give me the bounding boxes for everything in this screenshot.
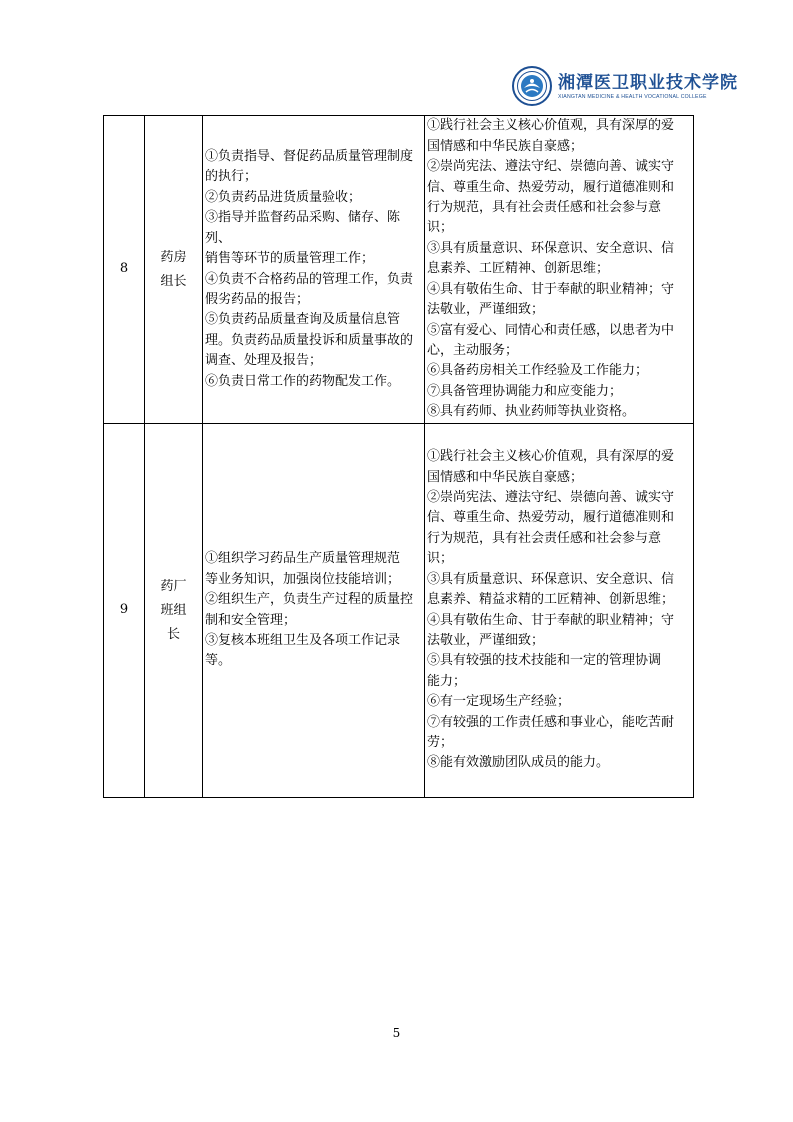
requirement-line: 信、尊重生命、热爱劳动，履行道德准则和 [427,179,675,195]
requirement-line: ⑧能有效激励团队成员的能力。 [427,755,610,771]
requirement-line: 国情感和中华民族自豪感； [427,138,584,154]
requirement-line: 心，主动服务； [427,342,519,358]
college-name-en: XIANGTAN MEDICINE & HEALTH VOCATIONAL COLLEGE [558,94,707,100]
post-name: 药房组长 [160,249,187,289]
requirement-line: 息素养、工匠精神、创新思维； [427,261,610,277]
post-name-cell [145,424,203,798]
duty-line: 假劣药品的报告； [205,291,310,307]
requirement-line: 行为规范，具有社会责任感和社会参与意 [427,200,662,216]
requirement-line: ⑥有一定现场生产经验； [427,694,571,710]
requirement-line: ⑥具备药房相关工作经验及工作能力； [427,363,649,379]
duty-line: ③复核本班组卫生及各项工作记录 [205,632,401,648]
duty-line: 等业务知识，加强岗位技能培训； [205,571,401,587]
requirement-line: 行为规范，具有社会责任感和社会参与意 [427,530,662,546]
requirement-line: ①践行社会主义核心价值观，具有深厚的爱 [427,118,675,134]
requirements-cell [425,116,694,424]
duty-line: ①组织学习药品生产质量管理规范 [205,551,401,567]
duty-line: 理。负责药品质量投诉和质量事故的 [205,332,414,348]
requirement-line: ⑦具备管理协调能力和应变能力； [427,383,623,399]
requirement-line: 劳； [427,734,454,750]
requirement-line: ⑧具有药师、执业药师等执业资格。 [427,404,636,420]
row-number: 8 [104,116,145,424]
duty-line: ⑥负责日常工作的药物配发工作。 [205,373,401,389]
requirement-line: 国情感和中华民族自豪感； [427,469,584,485]
duty-line: ③指导并监督药品采购、储存、陈列、 [205,210,401,246]
duty-line: ⑤负责药品质量查询及质量信息管 [205,312,401,328]
college-emblem-icon [512,66,552,106]
duty-line: 销售等环节的质量管理工作； [205,251,375,267]
college-logo [512,66,738,108]
requirement-line: 法敬业，严谨细致； [427,302,545,318]
post-duty-table [103,115,694,798]
requirement-line: ④具有敬佑生命、甘于奉献的职业精神；守 [427,281,675,297]
requirement-line: ①践行社会主义核心价值观，具有深厚的爱 [427,449,675,465]
page-number: 5 [392,1026,401,1040]
requirement-line: 识； [427,551,454,567]
requirement-line: ⑤富有爱心、同情心和责任感，以患者为中 [427,322,675,338]
duty-line: 制和安全管理； [205,612,297,628]
row-number: 9 [104,424,145,798]
requirement-line: 信、尊重生命、热爱劳动，履行道德准则和 [427,510,675,526]
requirement-line: 法敬业，严谨细致； [427,632,545,648]
requirement-line: ③具有质量意识、环保意识、安全意识、信 [427,571,675,587]
duty-line: ②负责药品进货质量验收； [205,189,362,205]
requirements-cell [425,424,694,798]
post-name: 药厂班组长 [160,578,187,642]
duties-cell [203,116,425,424]
requirement-line: ⑤具有较强的技术技能和一定的管理协调 [427,653,662,669]
duty-line: 调查、处理及报告； [205,353,323,369]
requirement-line: ②崇尚宪法、遵法守纪、崇德向善、诚实守 [427,159,675,175]
table-row [104,116,694,424]
requirement-line: ⑦有较强的工作责任感和事业心，能吃苦耐 [427,714,675,730]
table-row [104,424,694,798]
requirement-line: ③具有质量意识、环保意识、安全意识、信 [427,240,675,256]
college-name: 湘潭医卫职业技术学院 [558,73,738,93]
requirement-line: 识； [427,220,454,236]
post-name-cell [145,116,203,424]
requirement-line: 能力； [427,673,467,689]
duty-line: 等。 [205,653,232,669]
duties-cell [203,424,425,798]
duty-line: ①负责指导、督促药品质量管理制度 [205,149,414,165]
duty-line: ④负责不合格药品的管理工作，负责 [205,271,414,287]
requirement-line: 息素养、精益求精的工匠精神、创新思维； [427,592,675,608]
requirement-line: ②崇尚宪法、遵法守纪、崇德向善、诚实守 [427,490,675,506]
duty-line: 的执行； [205,169,258,185]
requirement-line: ④具有敬佑生命、甘于奉献的职业精神；守 [427,612,675,628]
duty-line: ②组织生产，负责生产过程的质量控 [205,592,414,608]
